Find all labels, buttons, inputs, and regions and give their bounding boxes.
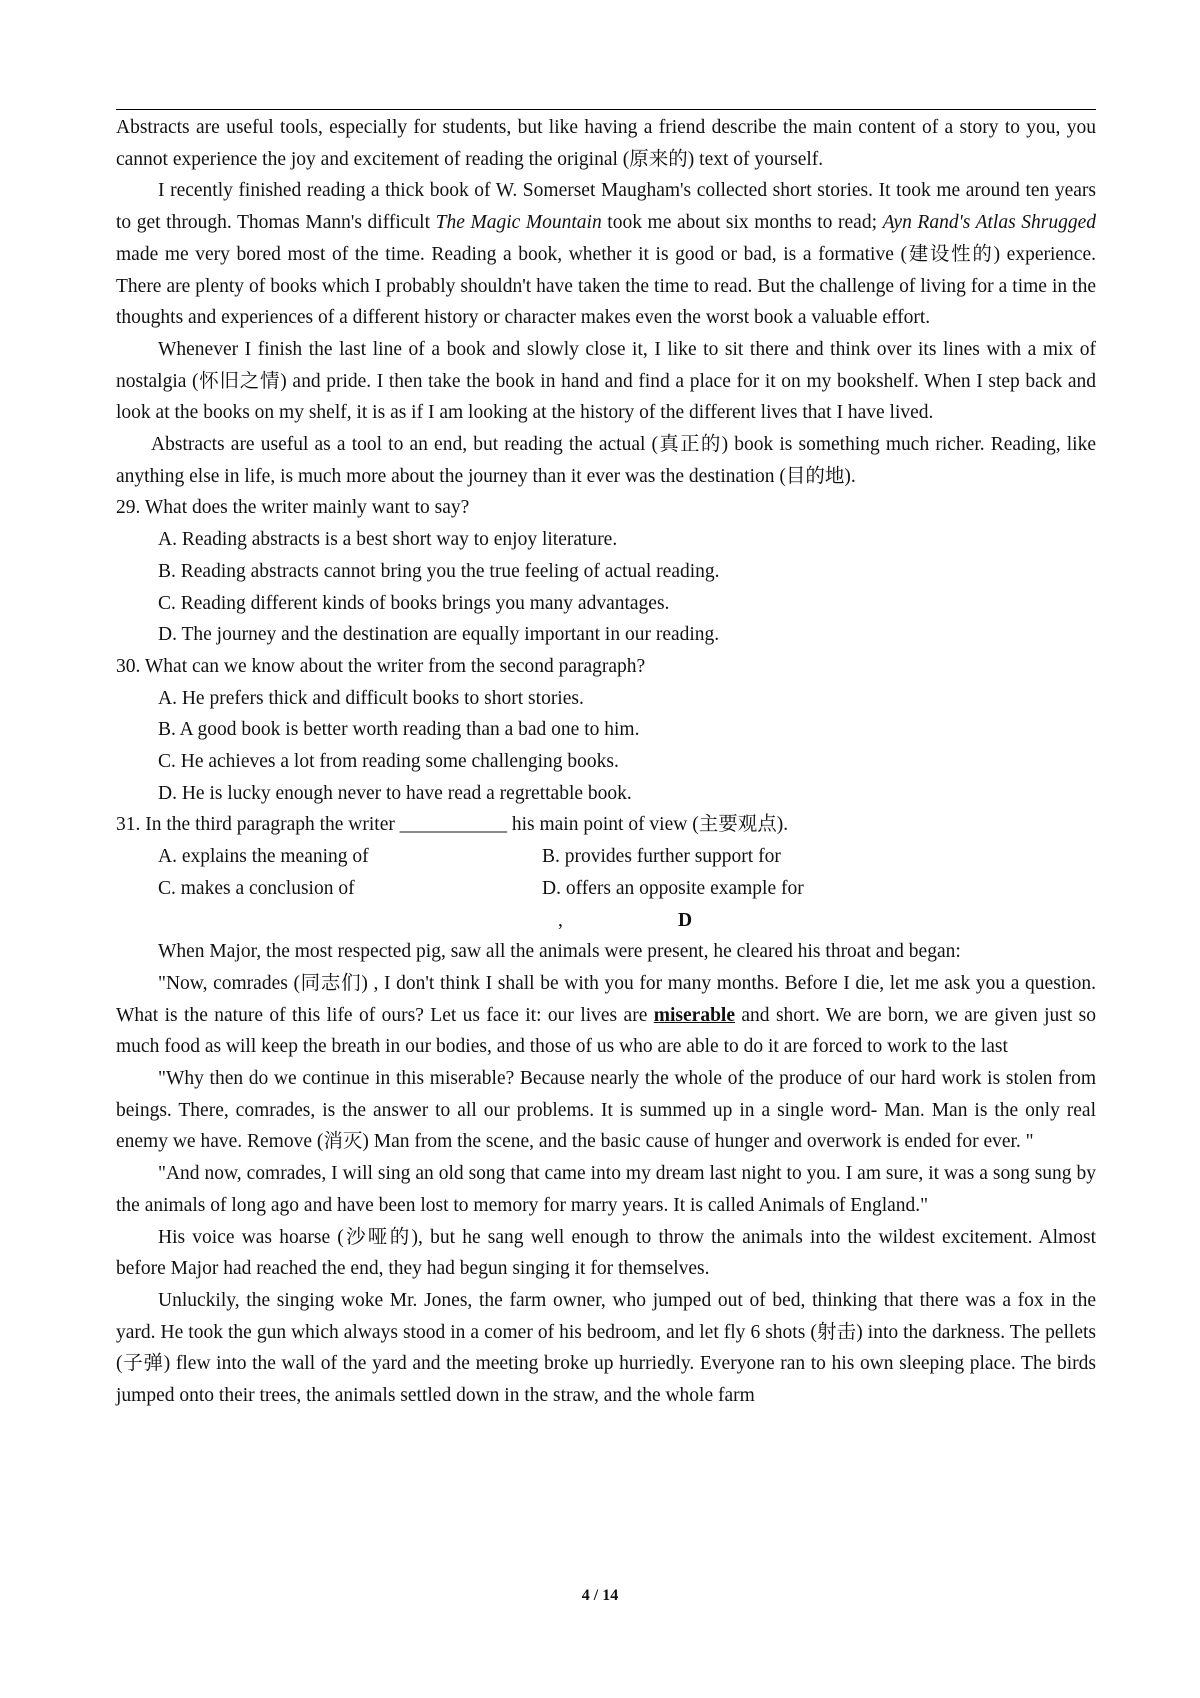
passage-c-paragraph-1: Abstracts are useful tools, especially for students, but like having a friend describe the main content of a story to you, you cannot experience the joy and excitement of reading the original (原来的) text of yourself. [116,117,1096,170]
question-30-option-d: D. He is lucky enough never to have read a regrettable book. [158,782,632,804]
passage-d-paragraph-3: "Why then do we continue in this miserable? Because nearly the whole of the produce of our hard work is stolen from beings. There, comrades, is the answer to all our problems. It is summed up in a single word- Man. Man is the only real enemy we have. Remove (消灭) Man from the scene, and the basic cause of hunger and overwork is ended for ever. " [116,1068,1096,1153]
passage-d-paragraph-2 [116,968,1096,1063]
question-30-stem: 30. What can we know about the writer from the second paragraph? [116,655,646,677]
question-29-option-c: C. Reading different kinds of books brings you many advantages. [158,592,670,614]
passage-c-paragraph-2 [116,175,1096,334]
question-29-stem: 29. What does the writer mainly want to say? [116,497,470,519]
paragraph-2-text-a: I recently finished reading a thick book of W. Somerset Maugham's collected short stories. It took me around ten years to get through. Thomas Mann's difficult [116,180,1096,234]
passage-d-p2-text-c: and short. We are born, we are given just so much food as will keep the breath in our bodies, and those of us who are able to do it are forced to work to the last [116,1004,1096,1058]
question-31-options-row-2 [158,873,1096,905]
underlined-word-miserable: miserable [653,1004,735,1026]
question-31-option-d: D. offers an opposite example for [542,877,804,899]
book-title-atlas-shrugged: Ayn Rand's Atlas Shrugged [882,212,1096,234]
header-rule [116,109,1096,110]
question-29-option-a: A. Reading abstracts is a best short way to enjoy literature. [158,529,618,551]
passage-c-paragraph-3: Whenever I finish the last line of a book and slowly close it, I like to sit there and think over its lines with a mix of nostalgia (怀旧之情) and pride. I then take the book in hand and find a place for it on my bookshelf. When I step back and look at the books on my shelf, it is as if I am looking at the history of the different lives that I have lived. [116,338,1096,424]
question-29 [116,492,1096,651]
question-30 [116,651,1096,810]
paragraph-2-text-e: made me very bored most of the time. Reading a book, whether it is good or bad, is a formative (建设性的) experience. There are plenty of books which I probably shouldn't have taken the time to read. But the challenge of living for a time in the thoughts and experiences of a different history or character makes even the worst book a valuable effort. [116,243,1096,329]
page-number: 4 / 14 [581,1587,619,1604]
section-letter: D [678,909,693,931]
paragraph-2-text-c: took me about six months to read; [601,212,883,234]
question-31-option-a: A. explains the meaning of [158,846,369,868]
passage-c-paragraph-4: Abstracts are useful as a tool to an end, but reading the actual (真正的) book is something much richer. Reading, like anything else in life, is much more about the journey than it ever was the destination (目的地). [116,434,1096,487]
question-30-option-b: B. A good book is better worth reading than a bad one to him. [158,719,640,741]
passage-d-paragraph-4: "And now, comrades, I will sing an old song that came into my dream last night to you. I am sure, it was a song sung by the animals of long ago and have been lost to memory for marry years. It is called Animals of England." [116,1163,1096,1216]
question-30-option-a: A. He prefers thick and difficult books to short stories. [158,687,584,709]
page-content [116,112,1096,1412]
question-31 [116,809,1096,904]
section-comma: , [558,909,563,931]
passage-d-paragraph-1: When Major, the most respected pig, saw all the animals were present, he cleared his throat and began: [158,941,961,963]
passage-d-paragraph-6: Unluckily, the singing woke Mr. Jones, the farm owner, who jumped out of bed, thinking that there was a fox in the yard. He took the gun which always stood in a comer of his bedroom, and let fly 6 shots (射击) into the darkness. The pellets (子弹) flew into the wall of the yard and the meeting broke up hurriedly. Everyone ran to his own sleeping place. The birds jumped onto their trees, the animals settled down in the straw, and the whole farm [116,1290,1096,1407]
question-31-stem: 31. In the third paragraph the writer ___________ his main point of view (主要观点). [116,814,789,836]
question-31-option-b: B. provides further support for [542,846,781,868]
question-30-option-c: C. He achieves a lot from reading some challenging books. [158,751,619,773]
question-29-option-b: B. Reading abstracts cannot bring you the true feeling of actual reading. [158,560,720,582]
passage-d-p2-text-a: "Now, comrades (同志们) , I don't think I shall be with you for many months. Before I die, let me ask you a question. What is the nature of this life of ours? Let us face it: our lives are [116,972,1096,1026]
section-heading-d [116,905,1096,937]
question-29-option-d: D. The journey and the destination are equally important in our reading. [158,624,720,646]
passage-d-paragraph-5: His voice was hoarse (沙哑的), but he sang well enough to throw the animals into the wildest excitement. Almost before Major had reached the end, they had begun singing it for themselves. [116,1226,1096,1280]
question-31-options-row-1 [158,841,1096,873]
book-title-magic-mountain: The Magic Mountain [435,212,602,234]
question-31-option-c: C. makes a conclusion of [158,877,355,899]
